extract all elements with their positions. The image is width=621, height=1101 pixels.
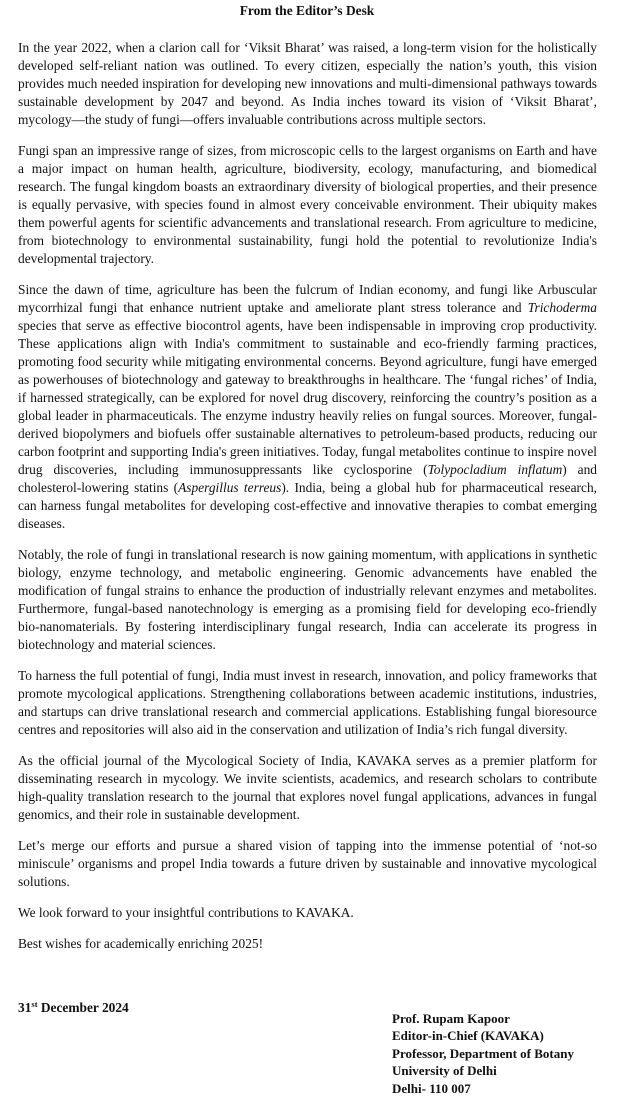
signature-institution: University of Delhi xyxy=(392,1063,497,1079)
paragraph-translational-research: Notably, the role of fungi in translational research is now gaining momentum, with applications in synthetic biology, enzyme technology, and metabolic engineering. Genomic advancements have enabled the modification of fungal strains to enhance the production of industrially relevant enzymes and metabolites. Furthermore, fungal-based nanotechnology is emerging as a promising field for developing eco-friendly bio-nanomaterials. By fostering interdisciplinary fungal research, India can accelerate its progress in biotechnology and material sciences. xyxy=(18,547,597,652)
paragraph-agriculture: Since the dawn of time, agriculture has been the fulcrum of Indian economy, and fungi like Arbuscular mycorrhizal fungi that enhance nutrient uptake and ameliorate plant stress tolerance and Trichoderma species that serve as effective biocontrol agents, have been indispensable in improving crop productivity. These applications align with India's commitment to sustainable and eco-friendly farming practices, promoting food security while mitigating environmental concerns. Beyond agriculture, fungi have emerged as powerhouses of biotechnology and gateway to breakthroughs in healthcare. The ‘fungal riches’ of India, if harnessed strategically, can be explored for novel drug discovery, reinforcing the country’s position as a global leader in pharmaceuticals. The enzyme industry heavily relies on fungal sources. Moreover, fungal-derived biopolymers and biofuels offer sustainable alternatives to petroleum-based products, reducing our carbon footprint and supporting India's green initiatives. Today, fungal metabolites continue to inspire novel drug discoveries, including immunosuppressants like cyclosporine (Tolypocladium inflatum) and cholesterol-lowering statins (Aspergillus terreus). India, being a global hub for pharmaceutical research, can harness fungal metabolites for developing cost-effective and innovative therapies to combat emerging diseases. xyxy=(18,282,597,531)
paragraph-fungi-range: Fungi span an impressive range of sizes, from microscopic cells to the largest organisms on Earth and have a major impact on human health, agriculture, biodiversity, ecology, manufacturing, and biomedical research. The fungal kingdom boasts an extraordinary diversity of biological properties, and their presence is equally pervasive, with species found in almost every conceivable environment. Their ubiquity makes them powerful agents for scientific advancements and translational research. From agriculture to medicine, from biotechnology to environmental sustainability, fungi hold the potential to revolutionize India's developmental trajectory. xyxy=(18,143,597,266)
paragraph-intro: In the year 2022, when a clarion call for ‘Viksit Bharat’ was raised, a long-term vision for the holistically developed self-reliant nation was outlined. To every citizen, especially the nation’s youth, this vision provides much needed inspiration for developing new innovations and multi-dimensional pathways towards sustainable development by 2047 and beyond. As India inches toward its vision of ‘Viksit Bharat’, mycology—the study of fungi—offers invaluable contributions across multiple sectors. xyxy=(18,40,597,127)
species-name-trichoderma: Trichoderma xyxy=(527,300,597,315)
signature-position: Professor, Department of Botany xyxy=(392,1045,574,1061)
signature-city: Delhi- 110 007 xyxy=(392,1080,471,1096)
signature-name: Prof. Rupam Kapoor xyxy=(392,1011,510,1026)
paragraph-investment: To harness the full potential of fungi, India must invest in research, innovation, and policy frameworks that promote mycological applications. Strengthening collaborations between academic institutions, industries, and startups can drive translational research and commercial applications. Establishing fungal bioresource centres and repositories will also aid in the conservation and utilization of India’s rich fungal diversity. xyxy=(18,668,597,737)
signature-block xyxy=(392,1010,574,1097)
paragraph-shared-vision: Let’s merge our efforts and pursue a shared vision of tapping into the immense potential of ‘not-so miniscule’ organisms and propel India towards a future driven by sustainable and innovative mycological solutions. xyxy=(18,838,597,889)
paragraph-best-wishes: Best wishes for academically enriching 2025! xyxy=(18,936,264,951)
paragraph-contributions: We look forward to your insightful contributions to KAVAKA. xyxy=(18,905,354,920)
signature-role: Editor-in-Chief (KAVAKA) xyxy=(392,1028,544,1044)
page-title: From the Editor’s Desk xyxy=(239,3,375,18)
species-name-tolypocladium: Tolypocladium inflatum xyxy=(427,462,563,477)
species-name-aspergillus: Aspergillus terreus xyxy=(178,480,282,495)
paragraph-kavaka: As the official journal of the Mycological Society of India, KAVAKA serves as a premier platform for disseminating research in mycology. We invite scientists, academics, and research scholars to contribute high-quality translation research to the journal that explores novel fungal applications, advances in fungal genomics, and their role in sustainable development. xyxy=(18,753,597,822)
editorial-date: 31st December 2024 xyxy=(18,999,129,1015)
editorial-body xyxy=(18,39,597,966)
